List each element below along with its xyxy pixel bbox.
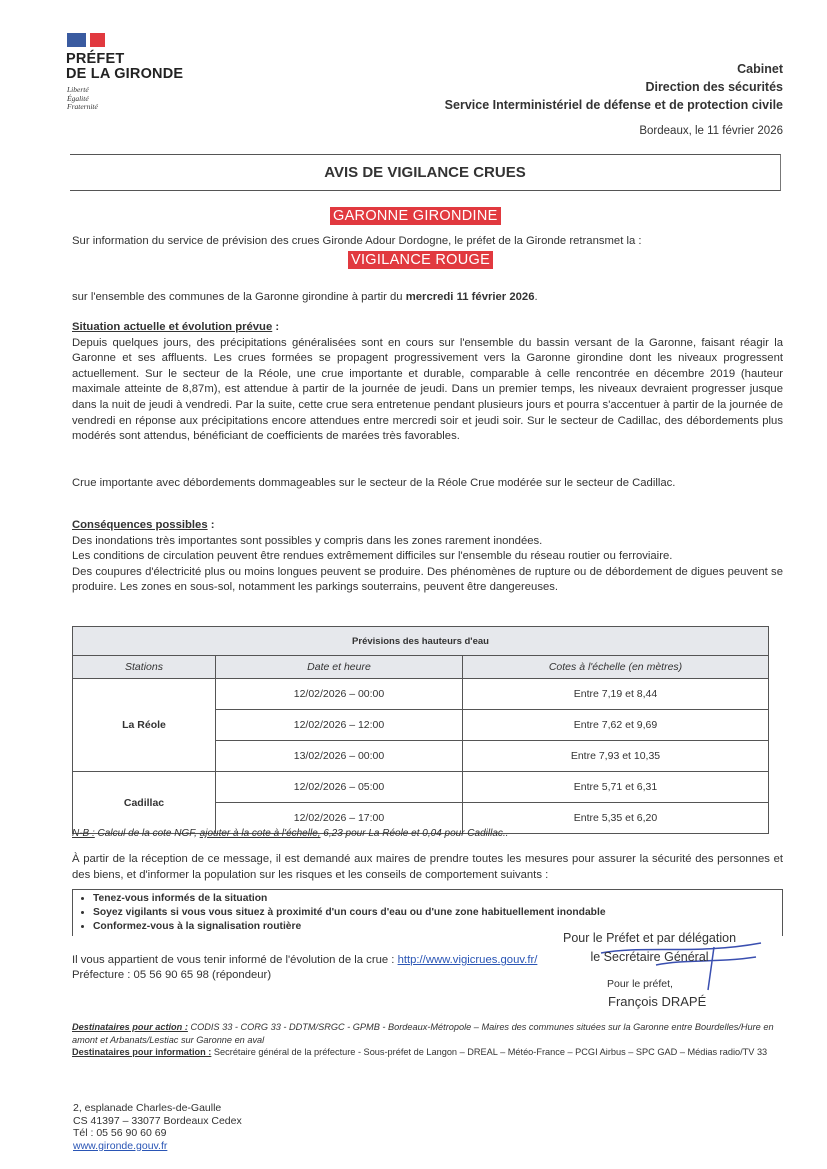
footer-address: [73, 1102, 242, 1152]
logo-motto: [67, 86, 98, 112]
level-cell: Entre 7,62 et 9,69: [463, 710, 769, 741]
vigilance-level-badge: VIGILANCE ROUGE: [348, 251, 493, 269]
table-title: Prévisions des hauteurs d'eau: [73, 627, 769, 656]
datetime-cell: 12/02/2026 – 12:00: [216, 710, 463, 741]
vigicrues-link[interactable]: http://www.vigicrues.gouv.fr/: [397, 954, 538, 966]
advice-item: • Tenez-vous informés de la situation: [93, 892, 782, 906]
marianne-logo-icon: [67, 33, 105, 47]
ngf-note: N-B : Calcul de la cote NGF, ajouter à la cote à l'échelle, 6,23 pour La Réole et 0,04 pour Cadillac..: [72, 828, 509, 839]
level-cell: Entre 7,19 et 8,44: [463, 679, 769, 710]
level-cell: Entre 7,93 et 10,35: [463, 741, 769, 772]
footer-phone: Tél : 05 56 90 60 69: [73, 1127, 167, 1139]
scope-text: sur l'ensemble des communes de la Garonne girondine à partir du mercredi 11 février 2026.: [72, 291, 538, 303]
situation-section: Situation actuelle et évolution prévue : Depuis quelques jours, des précipitations généralisées sont en cours sur l'ensemble du bassin versant de la Garonne, faisant réagir la Garonne et ses affluents. Les crues formées se propagent progressivement vers la Garonne girondine dont les niveaux progressent actuellement. Sur le secteur de la Réole, une crue importante et durable, comparable à celle rencontrée en décembre 2019 (hauteur maximale atteinte de 8,87m), est attendue à partir de la journée de jeudi. Dans un premier temps, les niveaux devraient progresser jusque dans la nuit de jeudi à vendredi. Par la suite, cette crue sera entretenue pendant plusieurs jours et pourra s'accentuer à partir de la journée de vendredi en réponse aux précipitations encore attendues entre mercredi soir et jeudi soir. Sur le secteur de Cadillac, des débordements plus modérés sont attendus, bénéficiant de coefficients de marées très favorables.: [72, 320, 783, 445]
zone-badge: GARONNE GIRONDINE: [330, 207, 501, 225]
situation-summary: Crue importante avec débordements dommageables sur le secteur de la Réole Crue modérée sur le secteur de Cadillac.: [72, 477, 676, 489]
motto-egalite: Égalité: [67, 93, 89, 103]
column-header-datetime: Date et heure: [216, 656, 463, 679]
prefecture-phone: Préfecture : 05 56 90 65 98 (répondeur): [72, 969, 272, 981]
recipients-block: [72, 1021, 786, 1059]
consequences-heading: Conséquences possibles: [72, 519, 208, 531]
recipients-information: Destinataires pour information : Secrétaire général de la préfecture - Sous-préfet de Langon – DREAL – Météo-France – PCGI Airbus – SPC GAD – Médias radio/TV 33: [72, 1047, 768, 1057]
page-title-text: AVIS DE VIGILANCE CRUES: [324, 164, 526, 181]
level-cell: Entre 5,35 et 6,20: [463, 803, 769, 834]
consequence-line: Des coupures d'électricité plus ou moins longues peuvent se produire. Des phénomènes de rupture ou de débordement de digues peuvent se produire. Les zones en sous-sol, notamment les parkings souterrains, peuvent être dangereuses.: [72, 565, 783, 594]
delegation-block: [563, 929, 736, 967]
advice-item: • Soyez vigilants si vous vous situez à proximité d'un cours d'eau ou d'une zone habituellement inondable: [93, 906, 782, 920]
logo-line-1: PRÉFET: [66, 51, 125, 67]
address-line-2: CS 41397 – 33077 Bordeaux Cedex: [73, 1114, 242, 1127]
signatory-name: François DRAPÉ: [608, 994, 707, 1009]
datetime-cell: 12/02/2026 – 05:00: [216, 772, 463, 803]
logo-line-2: DE LA GIRONDE: [66, 66, 184, 82]
header-direction: Direction des sécurités: [645, 80, 783, 94]
prefecture-logo-title: [66, 52, 183, 82]
advice-item: • Conformez-vous à la signalisation routière: [93, 920, 782, 934]
issuing-service-block: [445, 60, 783, 114]
delegation-line: Pour le Préfet et par délégation: [563, 931, 737, 945]
info-text: Il vous appartient de vous tenir informé de l'évolution de la crue : http://www.vigicrues.gouv.fr/ Préfecture : 05 56 90 65 98 (répondeur): [72, 953, 592, 983]
consequence-line: Les conditions de circulation peuvent être rendues extrêmement difficiles sur l'ensemble du réseau routier ou ferroviaire.: [72, 550, 673, 563]
table-row: [73, 772, 769, 803]
station-cell: La Réole: [73, 679, 216, 772]
secretary-line: le Secrétaire Général: [590, 950, 709, 964]
column-header-levels: Cotes à l'échelle (en mètres): [463, 656, 769, 679]
website-link[interactable]: www.gironde.gouv.fr: [73, 1139, 168, 1152]
consequences-section: Conséquences possibles : Des inondations très importantes sont possibles y compris dans les zones rarement inondées. Les conditions de circulation peuvent être rendues extrêmement difficiles sur l'ensemble du réseau routier ou ferroviaire. Des coupures d'électricité plus ou moins longues peuvent se produire. Des phénomènes de rupture ou de débordement de digues peuvent se produire. Les zones en sous-sol, notamment les parkings souterrains, peuvent être dangereuses.: [72, 518, 783, 596]
document-date: Bordeaux, le 11 février 2026: [639, 125, 783, 137]
level-cell: Entre 5,71 et 6,31: [463, 772, 769, 803]
datetime-cell: 12/02/2026 – 00:00: [216, 679, 463, 710]
header-cabinet: Cabinet: [737, 62, 783, 76]
motto-liberte: Liberté: [67, 85, 89, 94]
motto-fraternite: Fraternité: [67, 102, 98, 111]
situation-heading: Situation actuelle et évolution prévue: [72, 321, 273, 333]
forecast-table: [72, 626, 769, 834]
station-cell: Cadillac: [73, 772, 216, 834]
mayors-request: À partir de la réception de ce message, il est demandé aux maires de prendre toutes les mesures pour assurer la sécurité des personnes et des biens, et d'informer la population sur les risques et les conseils de comportement suivants :: [72, 853, 783, 881]
recipients-action: Destinataires pour action : CODIS 33 - CORG 33 - DDTM/SRGC - GPMB - Bordeaux-Métropole – Maires des communes situées sur la Garonne entre Bourdelles/Hure en amont et Arbanats/Lestiac sur Garonne en aval: [72, 1022, 774, 1045]
page-title: [70, 154, 781, 191]
situation-body: Depuis quelques jours, des précipitations généralisées sont en cours sur l'ensemble du bassin versant de la Garonne, faisant réagir la Garonne et ses affluents. Les crues formées se propagent progressivement vers la Garonne girondine dont les niveaux progressent actuellement. Sur le secteur de la Réole, une crue importante et durable, comparable à celle rencontrée en décembre 2019 (hauteur maximale atteinte de 8,87m), est attendue à partir de la journée de jeudi. Dans un premier temps, les niveaux devraient progresser jusque dans la nuit de jeudi à vendredi. Par la suite, cette crue sera entretenue pendant plusieurs jours et pourra s'accentuer à partir de la journée de vendredi en réponse aux précipitations encore attendues entre mercredi soir et jeudi soir. Sur le secteur de Cadillac, des débordements plus modérés sont attendus, bénéficiant de coefficients de marées très favorables.: [72, 336, 783, 443]
consequence-line: Des inondations très importantes sont possibles y compris dans les zones rarement inondées.: [72, 534, 543, 547]
start-date: mercredi 11 février 2026: [405, 291, 535, 303]
signature-for-prefect: Pour le préfet,: [607, 978, 673, 990]
column-header-stations: Stations: [73, 656, 216, 679]
datetime-cell: 12/02/2026 – 17:00: [216, 803, 463, 834]
table-row: [73, 679, 769, 710]
address-line-1: 2, esplanade Charles-de-Gaulle: [73, 1102, 222, 1114]
header-service: Service Interministériel de défense et de protection civile: [444, 98, 783, 112]
intro-text: Sur information du service de prévision des crues Gironde Adour Dordogne, le préfet de la Gironde retransmet la :: [72, 235, 642, 247]
datetime-cell: 13/02/2026 – 00:00: [216, 741, 463, 772]
